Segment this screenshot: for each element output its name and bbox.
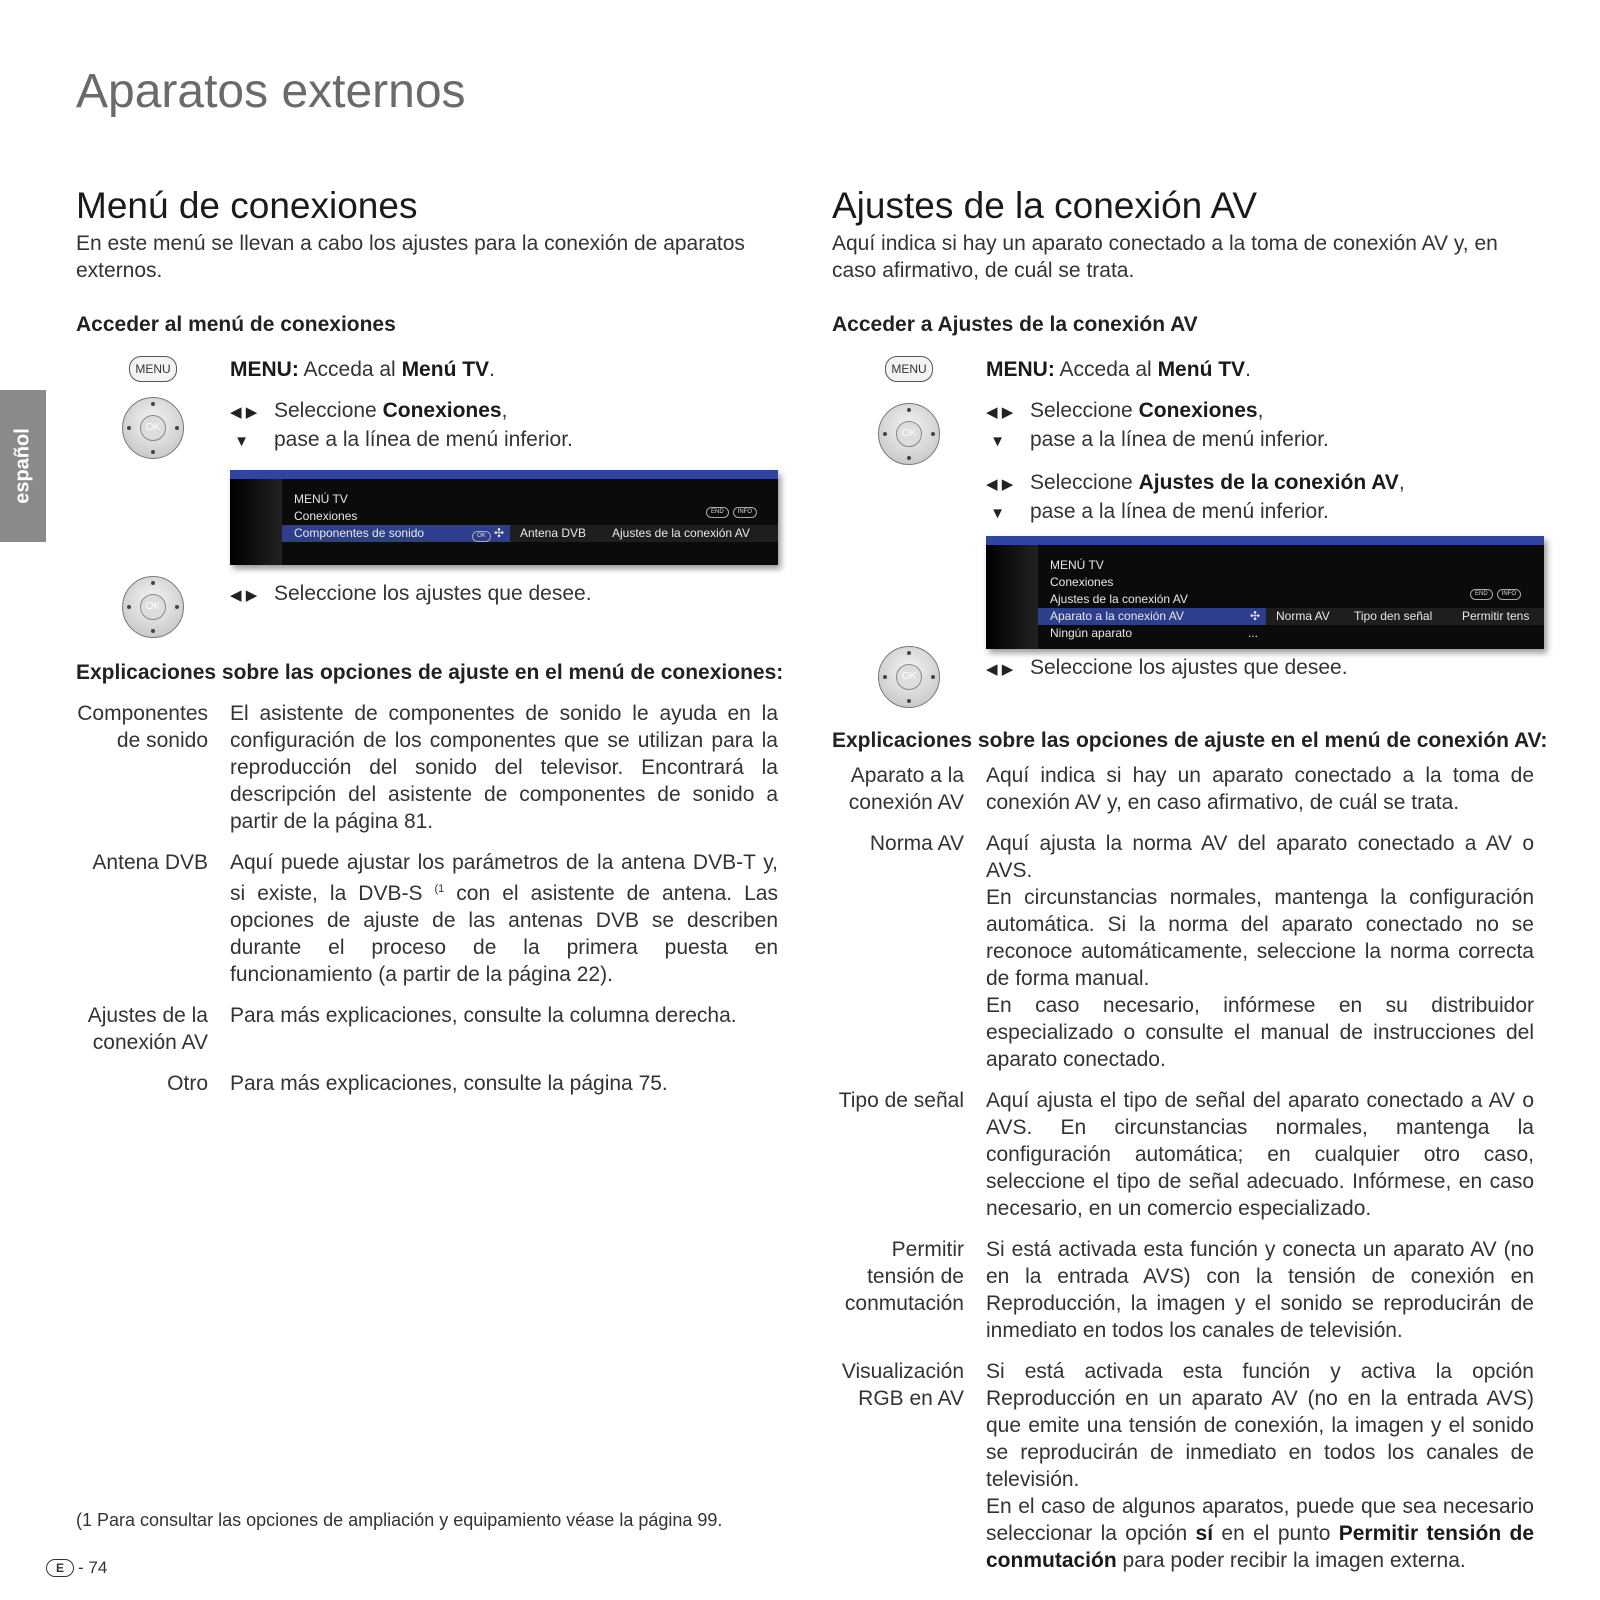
down-arrow-icon: ▼	[986, 505, 1006, 522]
tv-menu-option-2: Ajustes de la conexión AV	[612, 526, 750, 540]
definition-item: Norma AV Aquí ajusta la norma AV del aparato conectado a AV o AVS. En circunstancias normales, mantenga la configuración automática. Si la norma del aparato conectado no se reconoce automáticamente, seleccione la norma correcta de forma manual. En caso necesario, infórmese en su distribuidor especializado o consulte el manual de instrucciones del aparato conectado.	[869, 832, 1534, 1071]
left-right-arrows-icon: ◀ ▶	[230, 404, 258, 421]
definition-item: Tipo de señal Aquí ajusta el tipo de señal del aparato conectado a AV o AVS. En circunstancias normales, mantenga la configuración automática; en cualquier otro caso, seleccione el tipo de señal adecuado. Infórmese, en caso necesario, en un comercio especializado.	[838, 1089, 1534, 1220]
ok-navigation-icon: OK	[878, 403, 940, 465]
right-definitions	[832, 762, 1534, 1588]
down-arrow-icon: ▼	[230, 433, 250, 450]
right-intro: Aquí indica si hay un aparato conectado a la toma de conexión AV y, en caso afirmativo, de cuál se trata.	[832, 232, 1498, 282]
left-heading: Menú de conexiones	[76, 185, 418, 226]
tv-menu-line3: Ajustes de la conexión AV	[1050, 592, 1188, 606]
left-step-menu: MENU MENU: Acceda al Menú TV.	[76, 356, 495, 383]
tv-menu-buttons: END INFO	[702, 501, 757, 518]
left-right-arrows-icon: ◀ ▶	[986, 661, 1014, 678]
ok-navigation-icon: OK	[122, 576, 184, 638]
definition-item: Componentes de sonido El asistente de componentes de sonido le ayuda en la configuración de los componentes que se utilizan para la reproducción del sonido del televisor. Encontrará la descripción del asistente de componentes de sonido a partir de la página 81.	[77, 702, 778, 833]
definition-item: Visualización RGB en AV Si está activada esta función y activa la opción Reproducción en un aparato AV (no en la entrada AVS) que emite una tensión de conexión, la imagen y el sonido se reproducirán de inmediato en todos los canales de televisión. En el caso de algunos aparatos, puede que sea necesario seleccionar la opción sí en el punto Permitir tensión de conmutación para poder recibir la imagen externa.	[841, 1360, 1535, 1572]
menu-button-icon: MENU	[885, 356, 933, 382]
left-step-select: OK ◀ ▶ Seleccione Conexiones, ▼ pase a la línea de menú inferior.	[76, 397, 573, 459]
left-right-arrows-icon: ◀ ▶	[986, 476, 1014, 493]
right-tv-menu-screenshot	[986, 536, 1544, 649]
definition-item: Aparato a la conexión AV Aquí indica si hay un aparato conectado a la toma de conexión AV y, en caso afirmativo, de cuál se trata.	[848, 764, 1534, 814]
right-step-menu: MENU MENU: Acceda al Menú TV.	[832, 356, 1251, 383]
left-access-heading: Acceder al menú de conexiones	[76, 313, 396, 336]
tv-menu-line1: MENÚ TV	[1050, 558, 1104, 572]
right-heading: Ajustes de la conexión AV	[832, 185, 1258, 226]
tv-menu-selected: Aparato a la conexión AV ✣	[1038, 608, 1266, 625]
right-explain-heading: Explicaciones sobre las opciones de ajuste en el menú de conexión AV:	[832, 729, 1548, 752]
language-tab-label: español	[11, 428, 34, 504]
tv-menu-line1: MENÚ TV	[294, 492, 348, 506]
left-column	[76, 184, 776, 284]
menu-button-icon: MENU	[129, 356, 177, 382]
tv-menu-option-2: Tipo den señal	[1354, 609, 1433, 623]
tv-menu-line2: Conexiones	[294, 509, 358, 523]
tv-menu-line2: Conexiones	[1050, 575, 1114, 589]
down-arrow-icon: ▼	[986, 433, 1006, 450]
page-number-text: - 74	[78, 1558, 108, 1577]
left-step-choose: OK ◀ ▶ Seleccione los ajustes que desee.	[76, 576, 592, 638]
right-column	[832, 184, 1532, 284]
right-step-select: OK ◀ ▶ Seleccione Conexiones, ▼ pase a la línea de menú inferior. ◀ ▶ Seleccione Ajustes de la conexión AV, ▼ pase a la línea de menú inferior.	[832, 397, 1405, 527]
left-tv-menu-screenshot	[230, 470, 778, 565]
left-explain-heading: Explicaciones sobre las opciones de ajuste en el menú de conexiones:	[76, 661, 784, 684]
ok-navigation-icon: OK	[122, 397, 184, 459]
left-intro: En este menú se llevan a cabo los ajustes para la conexión de aparatos externos.	[76, 232, 745, 282]
left-right-arrows-icon: ◀ ▶	[986, 404, 1014, 421]
tv-menu-option-1: Norma AV	[1276, 609, 1330, 623]
left-definitions	[76, 700, 778, 1111]
page-title: Aparatos externos	[76, 65, 466, 118]
definition-item: Antena DVB Aquí puede ajustar los parámetros de la antena DVB-T y, si existe, la DVB-S $^{(1}$ con el asistente de antena. Las opciones de ajuste de las antenas DVB se describen durante el proceso de la primera puesta en funcionamiento (a partir de la página 22).	[92, 851, 778, 986]
tv-menu-option-3: Permitir tens	[1462, 609, 1530, 623]
ok-navigation-icon: OK	[878, 646, 940, 708]
language-badge: E	[46, 1559, 74, 1577]
page-number	[46, 1558, 107, 1578]
right-access-heading: Acceder a Ajustes de la conexión AV	[832, 313, 1198, 336]
language-tab	[0, 390, 46, 542]
definition-item: Permitir tensión de conmutación Si está activada esta función y conecta un aparato AV (no en la entrada AVS) con la tensión de conexión en Reproducción, la imagen y el sonido se reproducirán de inmediato en todos los canales de televisión.	[844, 1238, 1534, 1342]
definition-item: Ajustes de la conexión AV Para más explicaciones, consulte la columna derecha.	[87, 1004, 737, 1054]
tv-menu-line5: Ningún aparato	[1050, 626, 1133, 640]
tv-menu-option-1: Antena DVB	[520, 526, 587, 540]
tv-menu-selected: Componentes de sonido OK ✣	[282, 525, 510, 542]
right-step-choose: OK ◀ ▶ Seleccione los ajustes que desee.	[832, 646, 1348, 708]
footnote: (1 Para consultar las opciones de ampliación y equipamiento véase la página 99.	[76, 1510, 723, 1530]
definition-item: Otro Para más explicaciones, consulte la página 75.	[167, 1072, 668, 1095]
tv-menu-buttons: END INFO	[1466, 583, 1521, 600]
left-right-arrows-icon: ◀ ▶	[230, 587, 258, 604]
tv-menu-line5-value: ...	[1248, 626, 1259, 640]
